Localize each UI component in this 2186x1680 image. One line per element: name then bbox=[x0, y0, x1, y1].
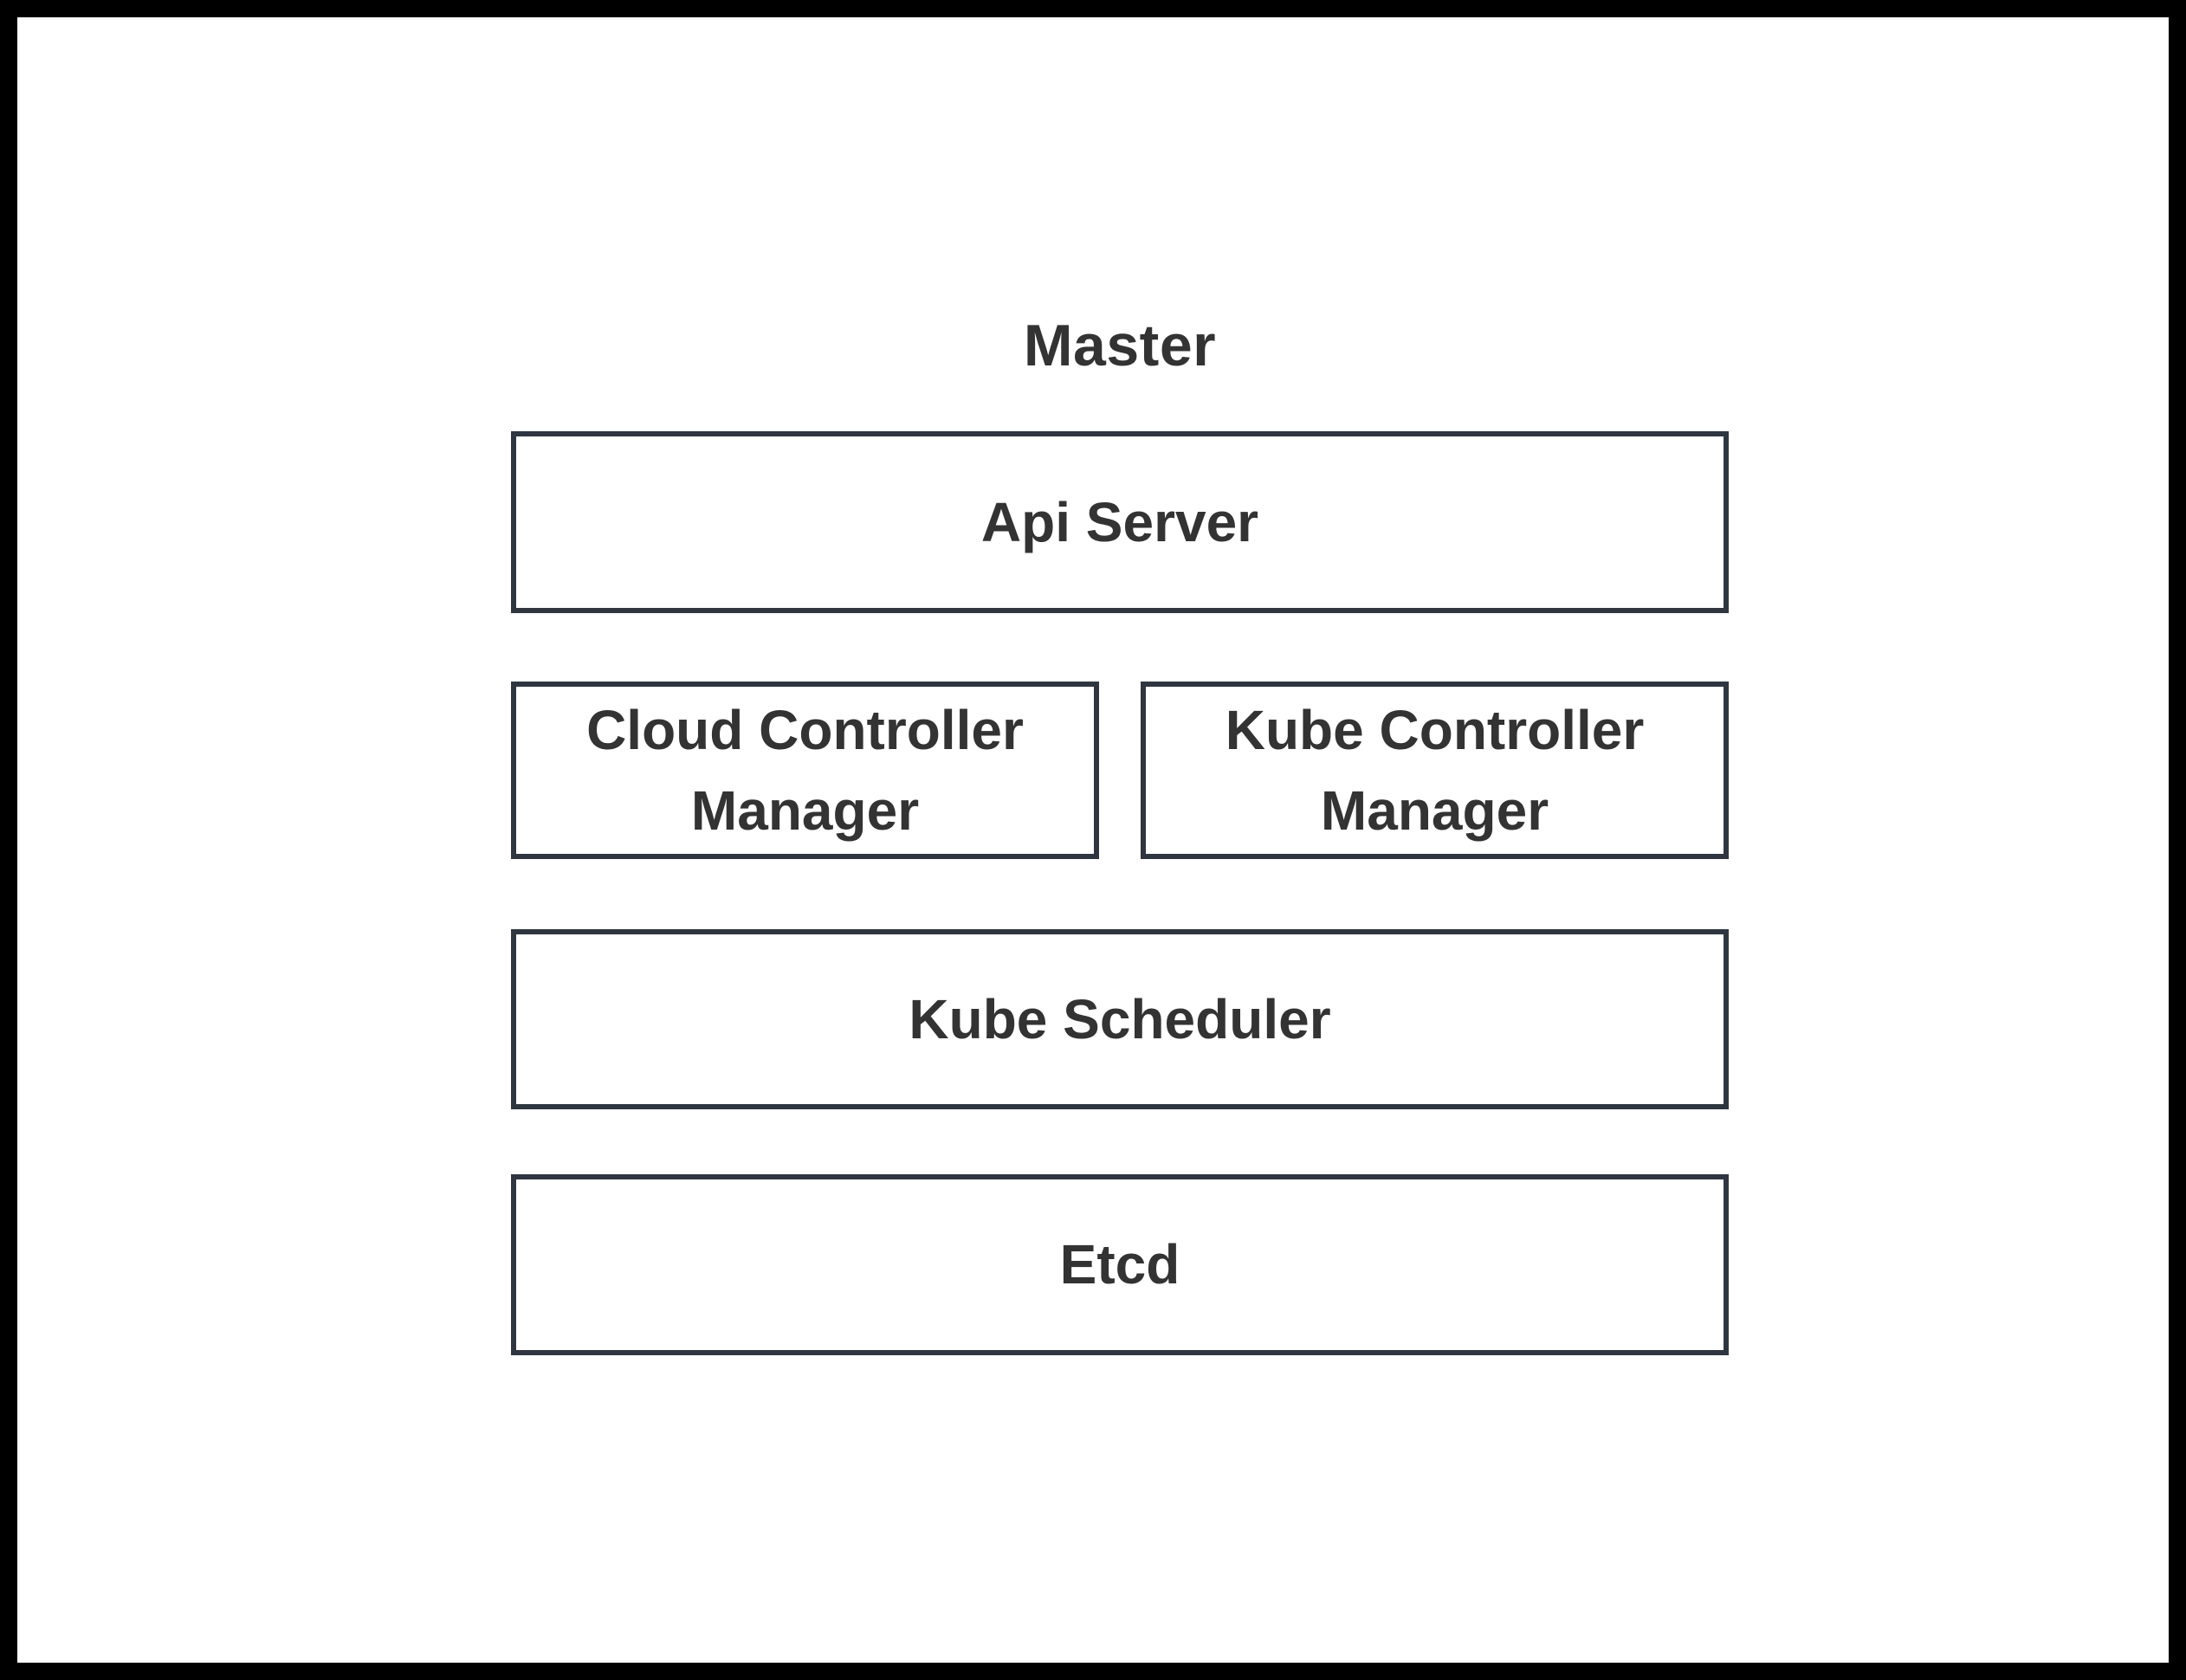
node-kube-controller-manager-label: Kube Controller Manager bbox=[1225, 698, 1645, 842]
node-kube-scheduler bbox=[511, 929, 1729, 1109]
node-cloud-controller-manager-label: Cloud Controller Manager bbox=[586, 698, 1024, 842]
diagram-title: Master bbox=[1023, 313, 1217, 378]
node-kube-controller-manager bbox=[1141, 682, 1729, 859]
node-api-server bbox=[511, 431, 1729, 613]
diagram-canvas bbox=[17, 17, 2169, 1663]
node-etcd bbox=[511, 1174, 1729, 1355]
node-kube-scheduler-label: Kube Scheduler bbox=[909, 987, 1331, 1050]
node-api-server-label: Api Server bbox=[980, 490, 1259, 553]
diagram-content-column bbox=[511, 17, 1729, 1663]
node-etcd-label: Etcd bbox=[1059, 1233, 1180, 1296]
node-cloud-controller-manager bbox=[511, 682, 1099, 859]
